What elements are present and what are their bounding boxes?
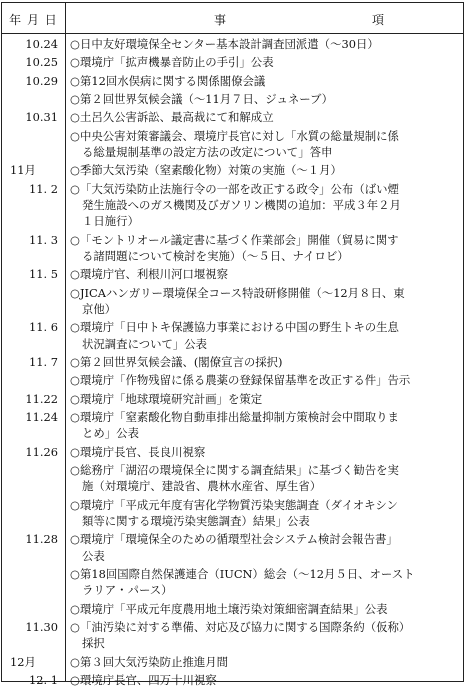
row-event — [70, 409, 458, 442]
event-line: ○総務庁「湖沼の環境保全に関する調査結果」に基づく勧告を実 — [70, 462, 399, 477]
row-date: 11.26 — [25, 444, 58, 459]
row-event — [70, 181, 458, 230]
event-line: ○第12回水俣病に関する関係閣僚会議 — [70, 73, 266, 88]
event-line: 発生施設へのガス機関及びガソリン機関の追加：平成３年２月 — [82, 197, 401, 212]
row-event — [70, 36, 458, 52]
chronology-table — [1, 2, 464, 687]
event-line: ○第３回大気汚染防止推進月間 — [70, 654, 229, 669]
event-line: ○環境庁「地球環境研究計画」を策定 — [70, 391, 263, 406]
row-date: 11. 3 — [29, 232, 58, 247]
event-line: ○環境庁「窒素酸化物自動車排出総量抑制方策検討会中間取りま — [70, 409, 399, 424]
event-line: る総量規制基準の設定方法の改定について」答申 — [82, 144, 333, 159]
row-date: 10.25 — [25, 55, 58, 70]
event-line: ○JICAハンガリー環境保全コース特設研修開催（～12月８日、東 — [70, 285, 405, 300]
event-line: ○「モントリオール議定書に基づく作業部会」開催（貿易に関す — [70, 232, 399, 247]
row-event — [70, 391, 458, 407]
event-line: ○環境庁「平成元年度有害化学物質汚染実態調査（ダイオキシン — [70, 497, 398, 512]
row-date: 11.24 — [25, 409, 58, 424]
event-line: ○環境庁長官、長良川視察 — [70, 444, 206, 459]
row-event — [70, 619, 458, 652]
row-date: 11.28 — [25, 532, 58, 547]
event-line: 施（対環境庁、建設省、農林水産省、厚生省） — [82, 479, 322, 494]
event-line: 採択 — [82, 636, 105, 651]
row-event — [70, 109, 458, 125]
event-line: 類等に関する環境汚染実態調査）結果」公表 — [82, 514, 310, 528]
row-date: 11. 7 — [29, 355, 58, 369]
row-event — [70, 601, 458, 617]
event-line: ○第18回国際自然保護連合（IUCN）総会（～12月５日、オースト — [70, 567, 415, 581]
row-event — [70, 372, 458, 388]
event-line: ○中央公害対策審議会、環境庁長官に対し「水質の総量規制に係 — [70, 128, 399, 143]
row-event — [70, 319, 458, 352]
event-column-header-1: 事 — [214, 13, 227, 27]
row-date: 10.31 — [25, 110, 58, 125]
event-line: とめ」公表 — [82, 426, 139, 441]
row-date: 10.24 — [25, 37, 58, 51]
event-line: ○「大気汚染防止法施行令の一部を改正する政令」公布（ばい煙 — [70, 181, 399, 196]
event-line: ○季節大気汚染（窒素酸化物）対策の実施（～１月） — [70, 163, 342, 178]
event-line: 状況調査について」公表 — [82, 336, 208, 351]
row-date: 11. 6 — [29, 320, 58, 335]
event-line: ○環境庁長官、四万十川視察 — [70, 673, 217, 687]
event-line: る諸問題について検討を実施）（～５日、ナイロビ） — [82, 249, 349, 263]
event-line: １日施行） — [82, 214, 139, 229]
event-line: 京他） — [82, 302, 117, 316]
row-event — [70, 232, 458, 265]
event-line: ○環境庁「作物残留に係る農薬の登録保留基準を改正する件」告示 — [70, 373, 411, 388]
event-line: ○第２回世界気候会議、(閣僚宣言の採択) — [70, 355, 283, 369]
row-event — [70, 566, 458, 599]
table-header — [2, 3, 463, 34]
row-event — [70, 531, 458, 564]
event-line: ラリア・パース） — [82, 583, 173, 598]
row-date: 11. 2 — [29, 181, 58, 196]
column-divider — [65, 3, 66, 681]
row-date: 11.30 — [25, 620, 58, 634]
row-date: 12. 1 — [29, 673, 58, 687]
event-line: ○環境庁「平成元年度農用地土壌汚染対策細密調査結果」公表 — [70, 601, 388, 616]
row-event — [70, 162, 458, 178]
row-event — [70, 73, 458, 89]
row-event — [70, 54, 458, 70]
row-event — [70, 497, 458, 530]
row-event — [70, 444, 458, 460]
event-line: ○環境庁「環境保全のための循環型社会システム検討会報告書」 — [70, 532, 398, 547]
row-date: 10.29 — [25, 73, 58, 88]
row-event — [70, 128, 458, 161]
row-event — [70, 654, 458, 670]
row-event — [70, 266, 458, 282]
date-column-header: 年 月 日 — [9, 13, 58, 27]
event-line: ○日中友好環境保全センター基本設計調査団派遣（～30日） — [70, 37, 379, 51]
row-event — [70, 672, 458, 688]
event-line: ○環境庁「拡声機暴音防止の手引」公表 — [70, 55, 274, 70]
event-line: ○「油汚染に対する準備、対応及び協力に関する国際条約（仮称） — [70, 620, 411, 634]
row-date: 12月 — [10, 654, 36, 669]
row-event — [70, 462, 458, 495]
row-event — [70, 354, 458, 370]
event-line: ○環境庁官、利根川河口堰視察 — [70, 267, 229, 282]
row-date: 11月 — [10, 163, 36, 178]
row-event — [70, 91, 458, 107]
row-event — [70, 285, 458, 318]
event-line: ○環境庁「日中トキ保護協力事業における中国の野生トキの生息 — [70, 320, 399, 335]
event-line: ○第２回世界気候会議（～11月７日、ジュネーブ） — [70, 91, 333, 106]
row-date: 11.22 — [25, 391, 58, 406]
event-column-header-2: 項 — [372, 13, 385, 27]
event-line: ○土呂久公害訴訟、最高裁にて和解成立 — [70, 110, 274, 125]
event-line: 公表 — [82, 548, 105, 563]
row-date: 11. 5 — [29, 267, 58, 282]
